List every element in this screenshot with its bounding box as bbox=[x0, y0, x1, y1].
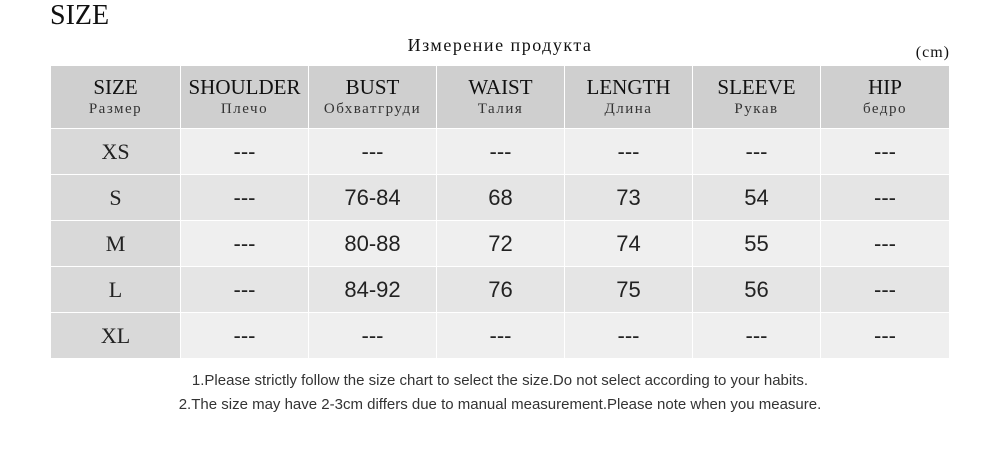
table-cell: --- bbox=[821, 267, 950, 313]
header-label-ru: Талия bbox=[477, 101, 524, 117]
size-chart-table bbox=[50, 65, 950, 359]
table-cell: --- bbox=[181, 175, 309, 221]
table-row bbox=[51, 313, 950, 359]
table-cell: --- bbox=[181, 267, 309, 313]
note-1: 1.Please strictly follow the size chart to select the size.Do not select according to your habits. bbox=[191, 372, 809, 389]
table-cell: --- bbox=[693, 313, 821, 359]
table-cell: --- bbox=[821, 313, 950, 359]
header-cell-sleeve bbox=[693, 66, 821, 129]
header-label: BUST bbox=[345, 75, 400, 99]
page-title: SIZE bbox=[50, 0, 110, 31]
header-cell-hip bbox=[821, 66, 950, 129]
header-cell-size bbox=[51, 66, 181, 129]
header-label: SIZE bbox=[93, 75, 138, 99]
table-cell: 68 bbox=[437, 175, 565, 221]
size-cell: M bbox=[51, 221, 181, 267]
table-cell: 55 bbox=[693, 221, 821, 267]
header-label: SLEEVE bbox=[717, 75, 796, 99]
table-row bbox=[51, 129, 950, 175]
table-cell: 74 bbox=[565, 221, 693, 267]
table-row bbox=[51, 175, 950, 221]
table-cell: --- bbox=[181, 129, 309, 175]
size-cell: L bbox=[51, 267, 181, 313]
header-cell-waist bbox=[437, 66, 565, 129]
table-cell: 80-88 bbox=[309, 221, 437, 267]
header-label-ru: Обхватгруди bbox=[323, 101, 422, 117]
size-cell: S bbox=[51, 175, 181, 221]
table-cell: 76 bbox=[437, 267, 565, 313]
size-cell: XS bbox=[51, 129, 181, 175]
table-cell: --- bbox=[437, 313, 565, 359]
table-cell: --- bbox=[693, 129, 821, 175]
table-cell: --- bbox=[821, 175, 950, 221]
table-cell: 54 bbox=[693, 175, 821, 221]
header-label: HIP bbox=[868, 75, 902, 99]
table-cell: --- bbox=[821, 221, 950, 267]
header-cell-length bbox=[565, 66, 693, 129]
table-cell: --- bbox=[565, 129, 693, 175]
header-cell-shoulder bbox=[181, 66, 309, 129]
table-cell: 84-92 bbox=[309, 267, 437, 313]
header-label: WAIST bbox=[468, 75, 533, 99]
table-cell: 76-84 bbox=[309, 175, 437, 221]
table-cell: 73 bbox=[565, 175, 693, 221]
table-cell: 75 bbox=[565, 267, 693, 313]
table-cell: --- bbox=[565, 313, 693, 359]
table-cell: --- bbox=[821, 129, 950, 175]
header-row bbox=[51, 66, 950, 129]
header-label-ru: Длина bbox=[604, 101, 653, 117]
table-row bbox=[51, 267, 950, 313]
table-cell: 56 bbox=[693, 267, 821, 313]
header-label: SHOULDER bbox=[188, 75, 301, 99]
header-cell-bust bbox=[309, 66, 437, 129]
note-2: 2.The size may have 2-3cm differs due to manual measurement.Please note when you measure. bbox=[178, 396, 822, 413]
table-cell: --- bbox=[309, 129, 437, 175]
size-cell: XL bbox=[51, 313, 181, 359]
table-cell: 72 bbox=[437, 221, 565, 267]
header-label: LENGTH bbox=[586, 75, 671, 99]
table-cell: --- bbox=[437, 129, 565, 175]
table-cell: --- bbox=[181, 313, 309, 359]
table-cell: --- bbox=[309, 313, 437, 359]
header-label-ru: бедро bbox=[862, 101, 908, 117]
header-label-ru: Плечо bbox=[220, 101, 269, 117]
header-label-ru: Рукав bbox=[734, 101, 779, 117]
unit-label: (cm) bbox=[915, 44, 950, 61]
table-cell: --- bbox=[181, 221, 309, 267]
table-row bbox=[51, 221, 950, 267]
table-subtitle: Измерение продукта bbox=[407, 35, 593, 55]
header-label-ru: Размер bbox=[88, 101, 143, 117]
